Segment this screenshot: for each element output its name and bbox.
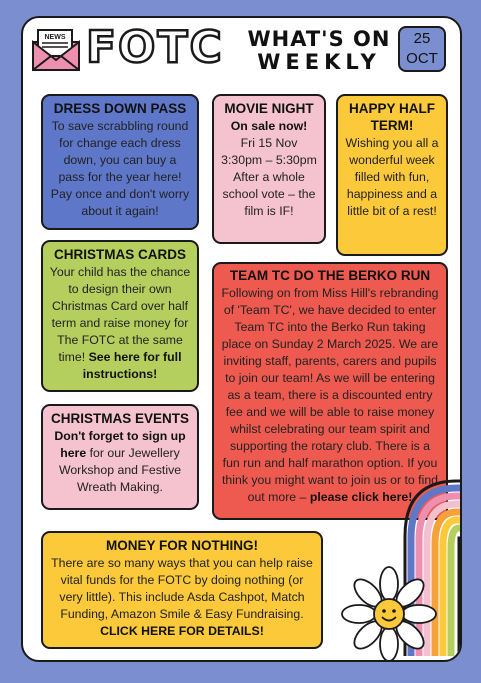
- christmas-events-body: for our Jewellery Workshop and Festive Wreath Making.: [58, 446, 182, 494]
- movie-time: 3:30pm – 5:30pm: [221, 153, 317, 167]
- dress-down-body: To save scrabbling round for change each dress down, you can buy a pass for the year here! Pay once and don't worry about it again!: [50, 119, 190, 218]
- fotc-logo: FOTC: [86, 22, 224, 73]
- money-for-nothing-card: [41, 531, 323, 649]
- news-label: NEWS: [44, 34, 66, 41]
- christmas-cards-card: [41, 240, 199, 392]
- christmas-events-body-wrap: [49, 428, 191, 496]
- half-term-body: Wishing you all a wonderful week filled with fun, happiness and a little bit of a rest!: [345, 136, 439, 218]
- page-title-line1: WHAT'S ON: [247, 27, 391, 51]
- movie-night-title: MOVIE NIGHT: [224, 101, 314, 116]
- christmas-events-link[interactable]: Don't forget to sign up here: [54, 429, 186, 460]
- dress-down-pass-card[interactable]: [41, 94, 199, 230]
- christmas-cards-text: Your child has the chance to design their own Christmas Card over half term and raise money for The FOTC at the same time!: [49, 265, 191, 364]
- berko-run-body: Following on from Miss Hill's rebranding of 'Team TC', we have decided to enter Team TC into the Berko Run taking place on Sunday 2 March 2025. We are inviting staff, parents, carers and pupils to join our team! As we will be entering as a team, there is a discounted entry fee and we will be able to raise money whilst celebrating our team spirit and supporting the rotary club. There is a fun run and half marathon option. If you think you might want to join us or to find out more –: [221, 286, 439, 504]
- money-body-wrap: [51, 555, 313, 640]
- half-term-card: [336, 94, 448, 256]
- movie-night-card: [212, 94, 326, 244]
- header: [23, 18, 460, 88]
- date-day: 25: [413, 30, 431, 47]
- newsletter-sheet: [21, 16, 462, 662]
- half-term-title: HAPPY HALF TERM!: [348, 101, 435, 133]
- date-badge: [398, 26, 446, 72]
- page-title: [239, 28, 399, 74]
- date-month: OCT: [406, 50, 438, 67]
- dress-down-title: DRESS DOWN PASS: [53, 101, 187, 116]
- movie-date: Fri 15 Nov: [240, 136, 298, 150]
- money-link[interactable]: CLICK HERE FOR DETAILS!: [100, 624, 264, 638]
- money-body: There are so many ways that you can help raise vital funds for the FOTC by doing nothing (or very little). This include Asda Cashpot, Match Funding, Amazon Smile & Easy Fundraising.: [51, 556, 313, 621]
- berko-run-link[interactable]: please click here!: [309, 490, 413, 504]
- christmas-events-card: [41, 404, 199, 510]
- movie-sale-text: On sale now!: [230, 119, 308, 133]
- christmas-events-title: CHRISTMAS EVENTS: [50, 411, 189, 426]
- berko-run-title: TEAM TC DO THE BERKO RUN: [229, 268, 431, 283]
- christmas-cards-title: CHRISTMAS CARDS: [53, 247, 186, 262]
- smiley-flower-icon: [341, 566, 437, 662]
- movie-body: After a whole school vote – the film is IF!: [222, 170, 316, 218]
- christmas-cards-body: [49, 264, 191, 383]
- money-title: MONEY FOR NOTHING!: [105, 538, 258, 553]
- christmas-cards-link[interactable]: See here for full instructions!: [82, 350, 182, 381]
- news-envelope-icon: [31, 28, 83, 72]
- page-title-line2: WEEKLY: [257, 50, 381, 74]
